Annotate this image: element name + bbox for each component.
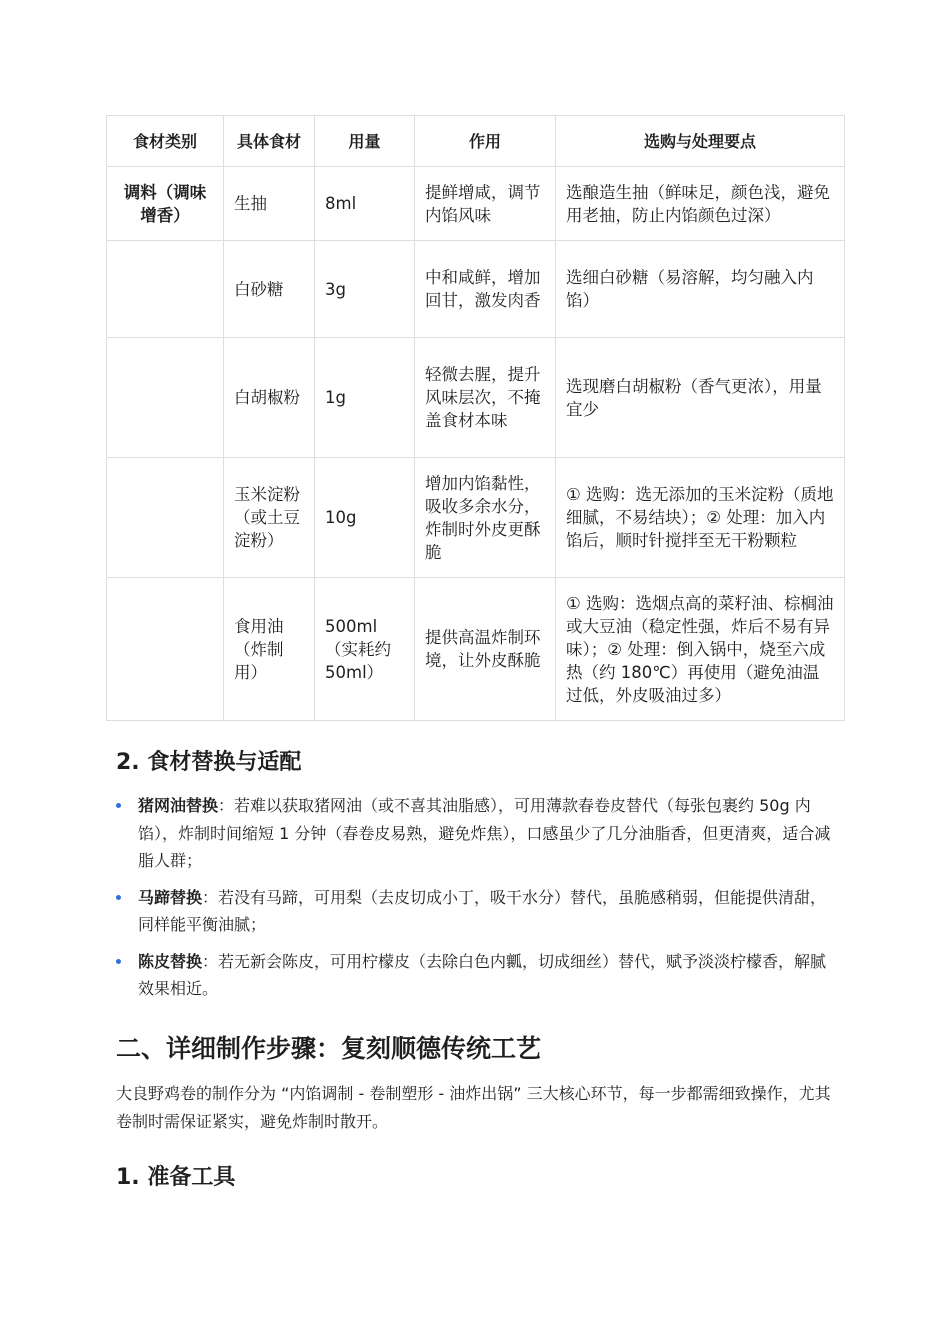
cell-role: 提供高温炸制环境，让外皮酥脆 [415,578,556,721]
cell-tips: ① 选购：选烟点高的菜籽油、棕榈油或大豆油（稳定性强，炸后不易有异味）；② 处理：倒入锅中，烧至六成热（约 180℃）再使用（避免油温过低，外皮吸油过多） [556,578,845,721]
section-substitute-title: 2. 食材替换与适配 [116,750,302,775]
section-steps-title: 二、详细制作步骤：复刻顺德传统工艺 [116,1034,542,1063]
cell-category [107,578,224,721]
table-row [107,338,845,458]
cell-item: 生抽 [224,167,315,241]
substitute-term: 猪网油替换 [138,796,219,815]
header-tips: 选购与处理要点 [556,116,845,167]
header-amount: 用量 [315,116,415,167]
cell-category [107,338,224,458]
cell-amount: 3g [315,241,415,338]
cell-category [107,241,224,338]
substitute-text: 若无新会陈皮，可用柠檬皮（去除白色内瓤，切成细丝）替代，赋予淡淡柠檬香，解腻效果相近。 [138,951,827,998]
cell-role: 增加内馅黏性，吸收多余水分，炸制时外皮更酥脆 [415,458,556,578]
table-row [107,458,845,578]
cell-amount: 1g [315,338,415,458]
cell-item: 白胡椒粉 [224,338,315,458]
cell-category [107,458,224,578]
table-row [107,167,845,241]
bullet-dot-icon [116,803,121,808]
cell-amount: 500ml（实耗约 50ml） [315,578,415,721]
header-category: 食材类别 [107,116,224,167]
cell-amount: 8ml [315,167,415,241]
cell-item: 食用油（炸制用） [224,578,315,721]
table-row [107,241,845,338]
cell-role: 轻微去腥，提升风味层次，不掩盖食材本味 [415,338,556,458]
term-separator: ： [218,796,235,815]
list-item [116,792,836,875]
cell-tips: 选现磨白胡椒粉（香气更浓），用量宜少 [556,338,845,458]
substitute-term: 马蹄替换 [138,887,203,907]
cell-item: 玉米淀粉（或土豆淀粉） [224,458,315,578]
cell-category: 调料（调味增香） [107,167,224,241]
table-header-row [107,116,845,167]
term-separator: ： [202,951,219,971]
cell-role: 提鲜增咸，调节内馅风味 [415,167,556,241]
header-item: 具体食材 [224,116,315,167]
cell-role: 中和咸鲜，增加回甘，激发肉香 [415,241,556,338]
substitute-text: 若难以获取猪网油（或不喜其油脂感），可用薄款春卷皮替代（每张包裹约 50g 内馅），炸制时间缩短 1 分钟（春卷皮易熟，避免炸焦），口感虽少了几分油脂香，但更清爽，适合减脂人群； [138,796,831,870]
cell-tips: ① 选购：选无添加的玉米淀粉（质地细腻，不易结块）；② 处理：加入内馅后，顺时针搅拌至无干粉颗粒 [556,458,845,578]
term-separator: ： [202,887,219,907]
steps-intro-paragraph: 大良野鸡卷的制作分为 “内馅调制 - 卷制塑形 - 油炸出锅” 三大核心环节，每一步都需细致操作，尤其卷制时需保证紧实，避免炸制时散开。 [116,1084,831,1131]
cell-item: 白砂糖 [224,241,315,338]
tools-subtitle: 1. 准备工具 [116,1165,236,1190]
cell-tips: 选细白砂糖（易溶解，均匀融入内馅） [556,241,845,338]
header-role: 作用 [415,116,556,167]
substitute-text: 若没有马蹄，可用梨（去皮切成小丁，吸干水分）替代，虽脆感稍弱，但能提供清甜，同样能平衡油腻； [138,887,827,934]
ingredients-table [106,115,845,721]
bullet-dot-icon [116,959,121,964]
substitute-list [116,792,836,1012]
list-item [116,884,836,939]
table-row [107,578,845,721]
substitute-term: 陈皮替换 [138,951,203,971]
list-item [116,948,836,1003]
cell-tips: 选酿造生抽（鲜味足，颜色浅，避免用老抽，防止内馅颜色过深） [556,167,845,241]
cell-amount: 10g [315,458,415,578]
bullet-dot-icon [116,895,121,900]
